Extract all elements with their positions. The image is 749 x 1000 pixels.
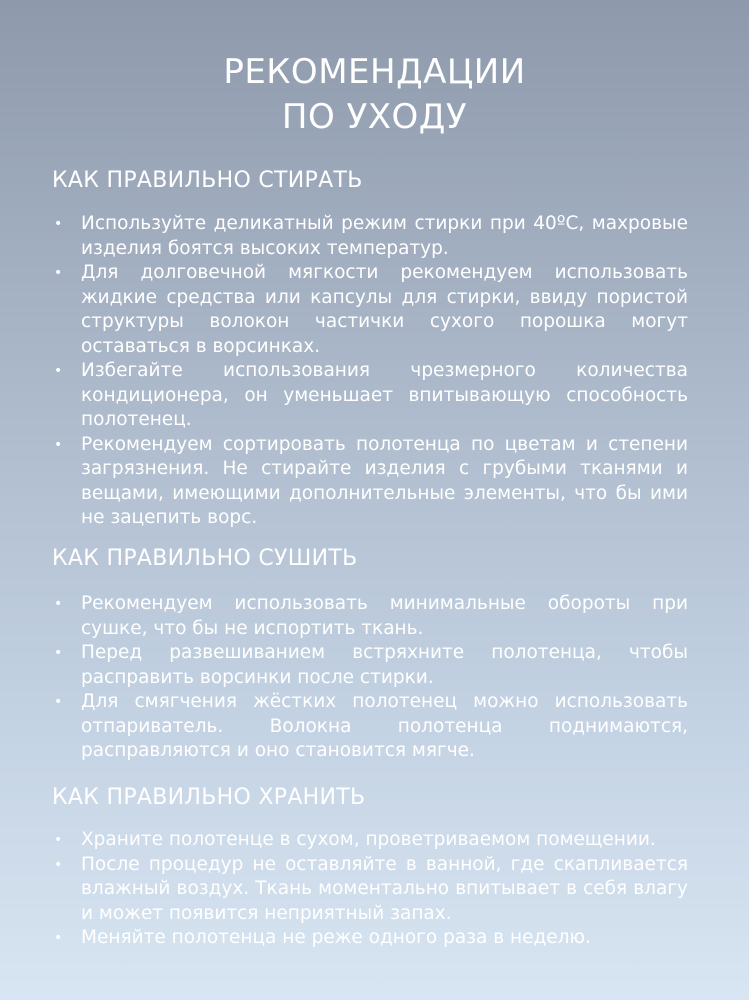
washing-list — [52, 212, 688, 531]
bullet-icon: • — [54, 436, 63, 453]
list-item-text: Перед развешиванием встряхните полотенца, чтобы расправить ворсинки после стирки. — [81, 642, 688, 688]
bullet-icon: • — [54, 265, 63, 281]
page-title-line-2: ПО УХОДУ — [281, 97, 468, 137]
page-title-line-1: РЕКОМЕНДАЦИИ — [223, 52, 526, 92]
storage-list — [52, 828, 688, 951]
list-item — [52, 853, 688, 927]
list-item — [52, 359, 688, 433]
bullet-icon: • — [54, 216, 63, 232]
list-item-text: Меняйте полотенца не реже одного раза в неделю. — [81, 927, 591, 948]
bullet-icon: • — [54, 694, 63, 710]
list-item — [52, 433, 688, 531]
bullet-icon: • — [54, 832, 63, 848]
list-item-text: После процедур не оставляйте в ванной, где скапливается влажный воздух. Ткань моментально впитывает в себя влагу и может появится неприятный запах. — [81, 853, 688, 924]
washing-heading: КАК ПРАВИЛЬНО СТИРАТЬ — [52, 168, 363, 193]
list-item-text: Храните полотенце в сухом, проветриваемом помещении. — [81, 829, 656, 850]
list-item-text: Рекомендуем использовать минимальные обороты при сушке, что бы не испортить ткань. — [81, 593, 688, 639]
bullet-icon: • — [54, 645, 63, 661]
drying-list — [52, 592, 688, 764]
list-item — [52, 261, 688, 359]
list-item-text: Рекомендуем сортировать полотенца по цветам и степени загрязнения. Не стирайте изделия с грубыми тканями и вещами, имеющими дополнительные элементы, что бы ими не зацепить ворс. — [81, 433, 688, 528]
bullet-icon: • — [54, 856, 63, 873]
list-item — [52, 641, 688, 690]
bullet-icon: • — [54, 930, 63, 946]
page-title — [0, 50, 749, 140]
list-item-text: Для долговечной мягкости рекомендуем использовать жидкие средства или капсулы для стирки, ввиду пористой структуры волокон частички сухого порошка могут оставаться в ворсинках. — [81, 262, 688, 357]
list-item — [52, 690, 688, 764]
bullet-icon: • — [54, 596, 63, 612]
list-item-text: Для смягчения жёстких полотенец можно использовать отпариватель. Волокна полотенца поднимаются, расправляются и оно становится мягче. — [81, 691, 688, 761]
list-item — [52, 828, 688, 853]
list-item-text: Используйте деликатный режим стирки при 40ºC, махровые изделия боятся высоких температур. — [81, 213, 688, 259]
list-item — [52, 926, 688, 951]
list-item — [52, 212, 688, 261]
drying-heading: КАК ПРАВИЛЬНО СУШИТЬ — [52, 546, 358, 571]
list-item — [52, 592, 688, 641]
list-item-text: Избегайте использования чрезмерного количества кондиционера, он уменьшает впитывающую способность полотенец. — [81, 360, 688, 430]
storage-heading: КАК ПРАВИЛЬНО ХРАНИТЬ — [52, 785, 366, 810]
bullet-icon: • — [54, 363, 63, 379]
